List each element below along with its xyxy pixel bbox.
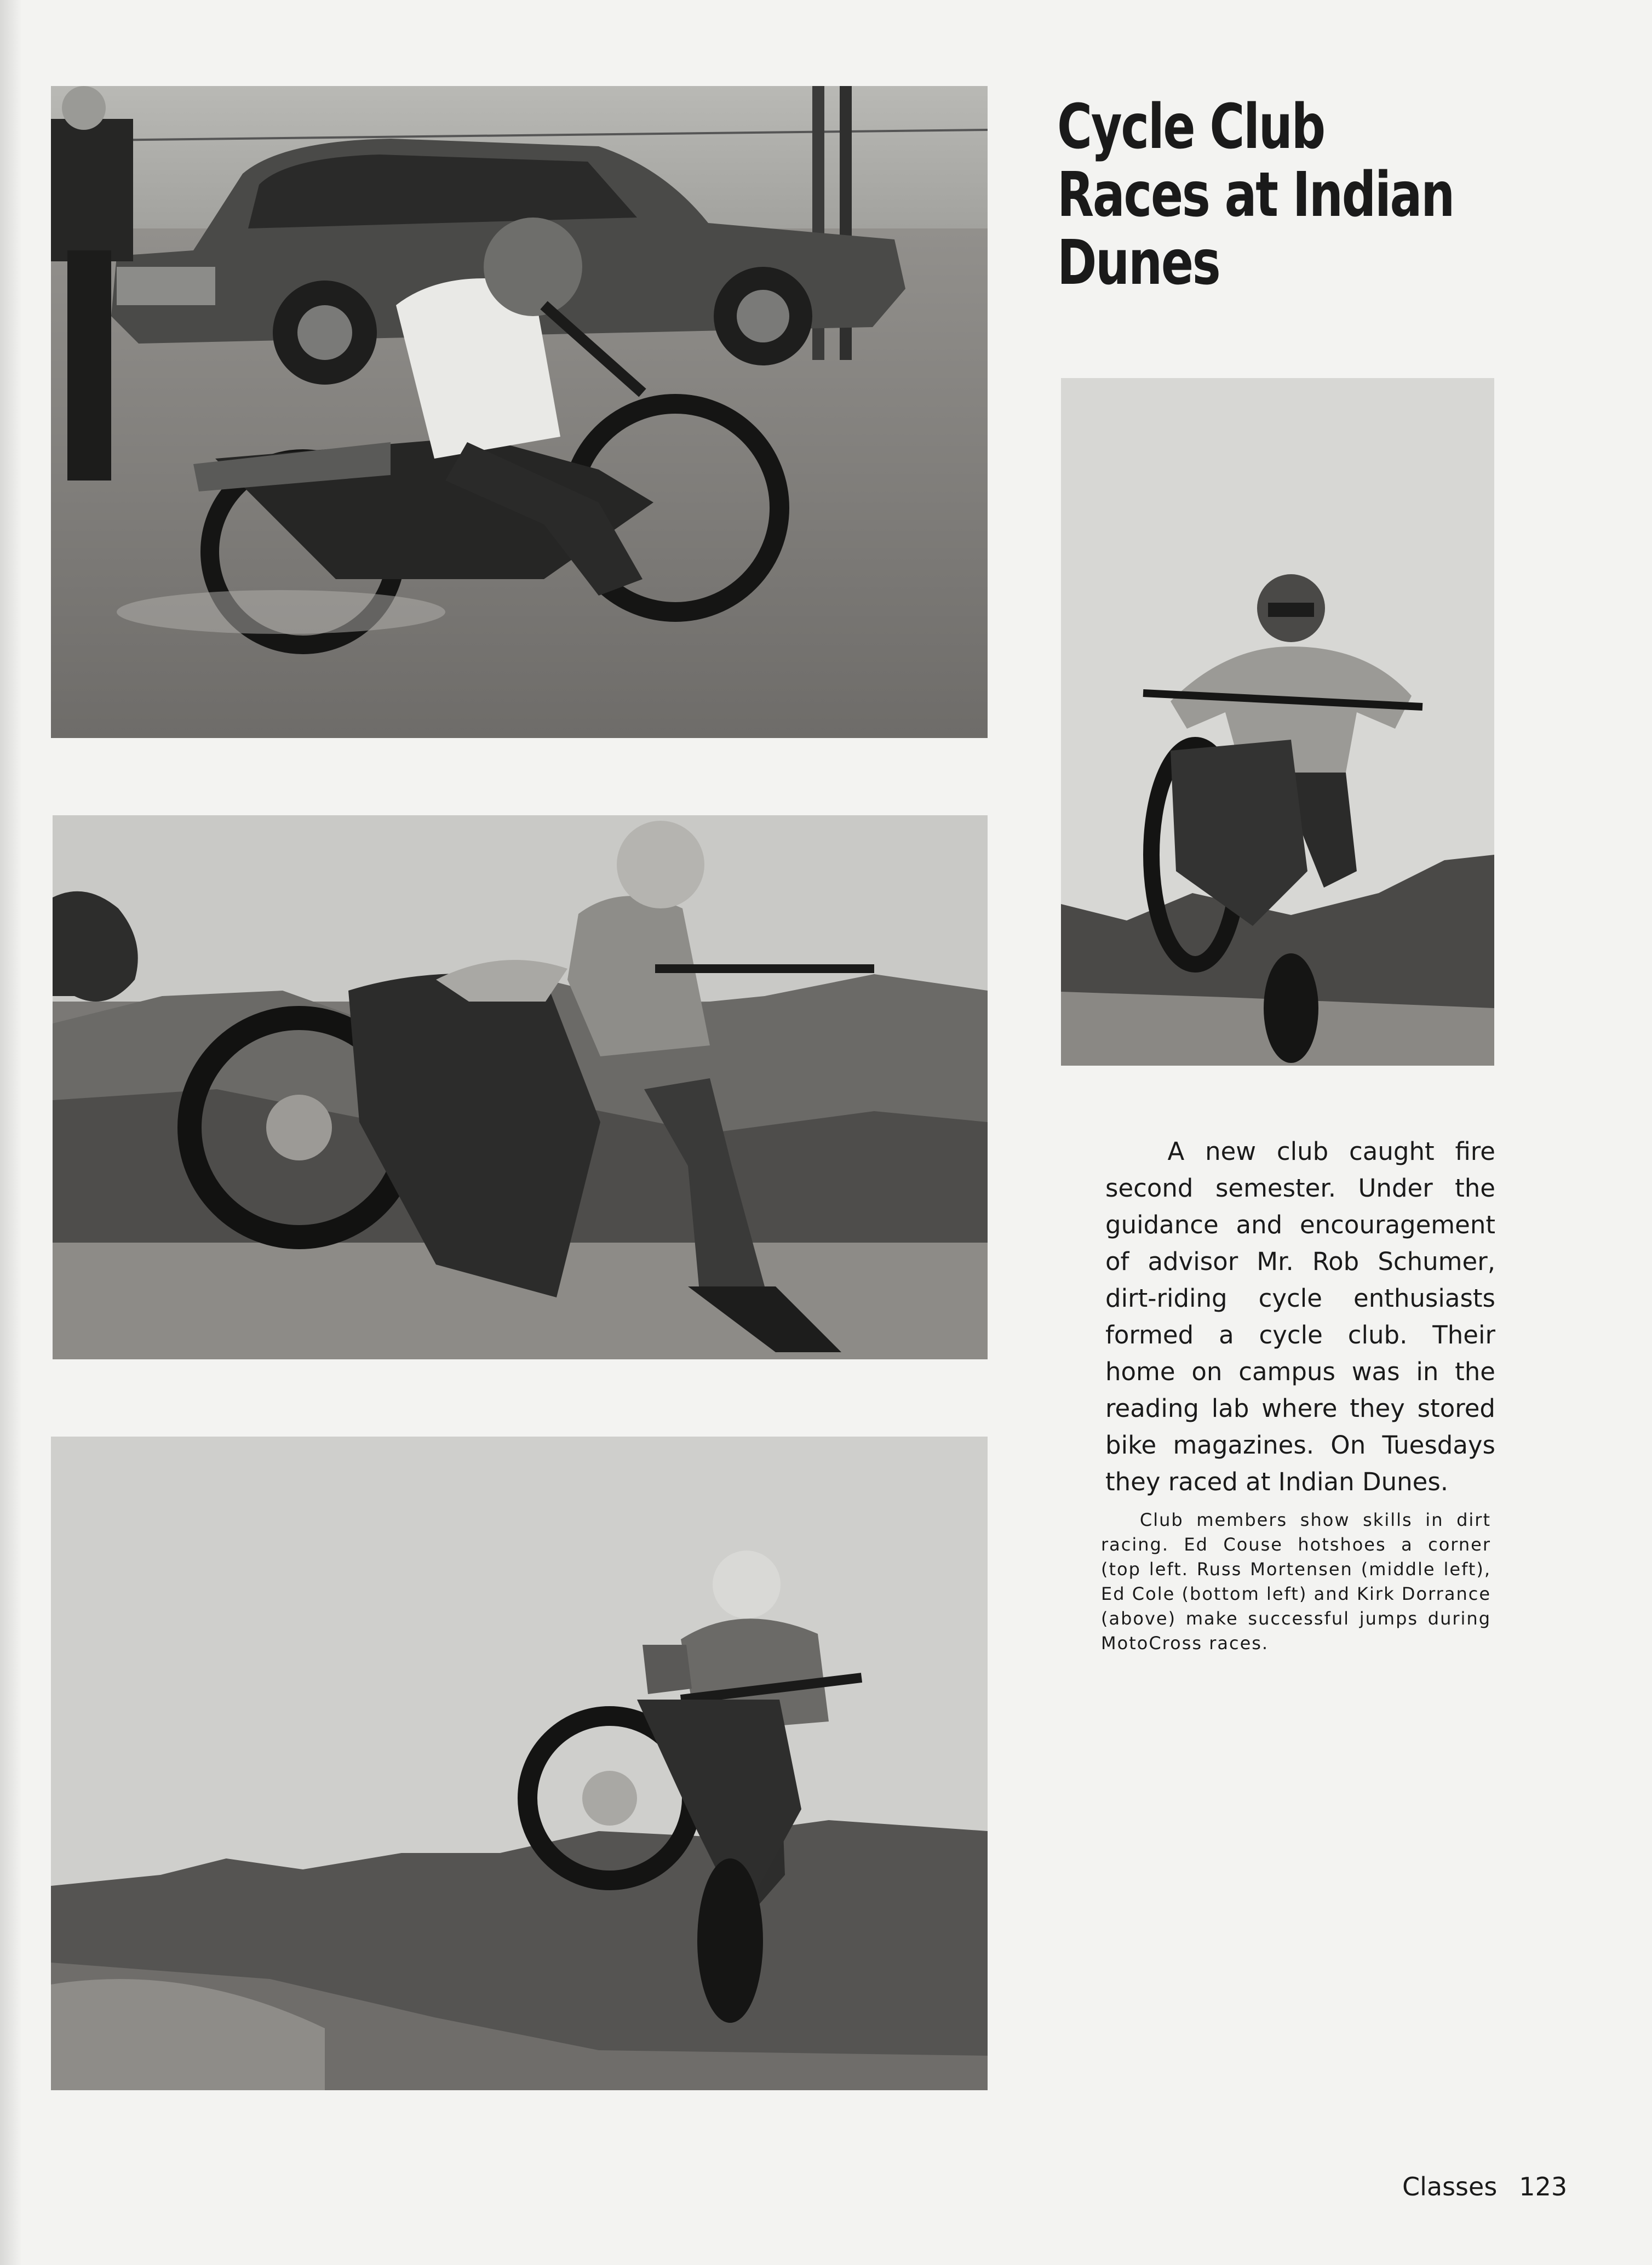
footer-page-number: 123 [1519,2172,1568,2201]
page-binding-edge [0,0,22,2265]
photo-caption [1101,1508,1491,1656]
article-body [1105,1133,1495,1500]
photo-rider-cornering [51,86,988,738]
photo-rider-frontal-jump [1061,378,1494,1066]
photo-rider-jump [51,1437,988,2090]
photo-caption-text: Club members show skills in dirt racing. Ed Couse hotshoes a corner (top left. Russ Mortensen (middle left), Ed Cole (bottom left) and Kirk Dorrance (above) make successful jumps during MotoCross races. [1101,1509,1492,1654]
photo-rider-wheelie-hills [53,815,988,1359]
article-headline: Cycle Club Races at Indian Dunes [1057,91,1454,299]
page-footer [1402,2172,1567,2201]
footer-section-label: Classes [1402,2172,1498,2201]
article-body-text: A new club caught fire second semester. Under the guidance and encouragement of advisor Mr. Rob Schumer, dirt-riding cycle enthusiasts formed a cycle club. Their home on campus was in the reading lab where they stored bike magazines. On Tuesdays they raced at Indian Dunes. [1105,1137,1495,1496]
